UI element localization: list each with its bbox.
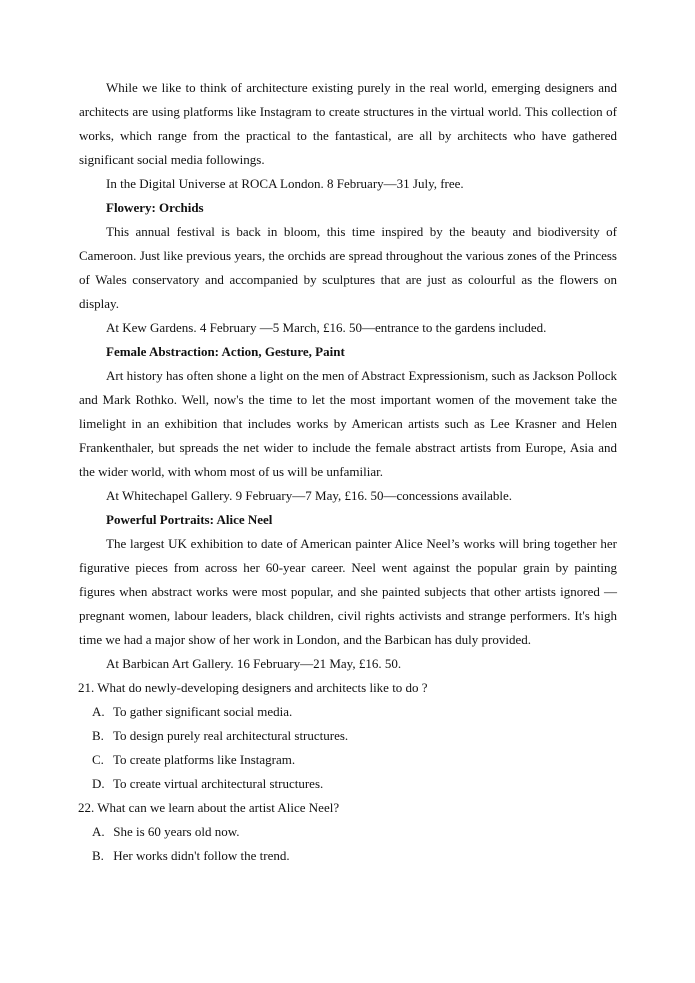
question-21-option-b [79,724,617,748]
section-paragraph-orchids: This annual festival is back in bloom, this time inspired by the beauty and biodiversity of Cameroon. Just like previous years, the orchids are spread throughout the various zones of the Princess of Wales conservatory and accompanied by sculptures that are just as colourful as the flowers on display. [79,224,617,311]
option-letter: B. [92,728,104,743]
intro-paragraph: While we like to think of architecture existing purely in the real world, emerging designers and architects are using platforms like Instagram to create structures in the virtual world. This collection of works, which range from the practical to the fantastical, are all by architects who have gathered significant social media followings. [79,80,617,167]
option-text: To create virtual architectural structures. [113,776,324,791]
option-text: To gather significant social media. [113,704,293,719]
option-text: Her works didn't follow the trend. [113,848,290,863]
option-text: To create platforms like Instagram. [113,752,296,767]
option-letter: C. [92,752,104,767]
question-21-option-a [79,700,617,724]
option-text: To design purely real architectural structures. [113,728,349,743]
option-text: She is 60 years old now. [113,824,240,839]
section-info-alice-neel: At Barbican Art Gallery. 16 February—21 May, £16. 50. [106,656,402,671]
section-title-female-abstraction: Female Abstraction: Action, Gesture, Paint [106,344,345,359]
question-22: 22. What can we learn about the artist Alice Neel? [78,800,340,815]
section-paragraph-alice-neel: The largest UK exhibition to date of American painter Alice Neel’s works will bring together her figurative pieces from across her 60-year career. Neel went against the popular grain by painting figures when abstract works were most popular, and she painted subjects that other artists ignored — pregnant women, labour leaders, black children, civil rights activists and strange performers. It's high time we had a major show of her work in London, and the Barbican has duly provided. [79,536,617,647]
section-info-female-abstraction: At Whitechapel Gallery. 9 February—7 May, £16. 50—concessions available. [106,488,513,503]
question-21-option-d [79,772,617,796]
section-info-orchids: At Kew Gardens. 4 February —5 March, £16. 50—entrance to the gardens included. [106,320,547,335]
section-paragraph-female-abstraction: Art history has often shone a light on the men of Abstract Expressionism, such as Jackson Pollock and Mark Rothko. Well, now's the time to let the most important women of the movement take the limelight in an exhibition that includes works by American artists such as Lee Krasner and Helen Frankenthaler, but spreads the net wider to include the female abstract artists from Europe, Asia and the wider world, with whom most of us will be unfamiliar. [79,368,617,479]
question-21: 21. What do newly-developing designers and architects like to do ? [78,680,428,695]
section-title-orchids: Flowery: Orchids [106,200,204,215]
option-letter: A. [92,824,105,839]
option-letter: A. [92,704,105,719]
option-letter: B. [92,848,104,863]
question-21-option-c [79,748,617,772]
question-22-option-a [79,820,617,844]
option-letter: D. [92,776,105,791]
section-title-alice-neel: Powerful Portraits: Alice Neel [106,512,273,527]
intro-exhibition-info: In the Digital Universe at ROCA London. 8 February—31 July, free. [106,176,464,191]
question-22-option-b [79,844,617,868]
